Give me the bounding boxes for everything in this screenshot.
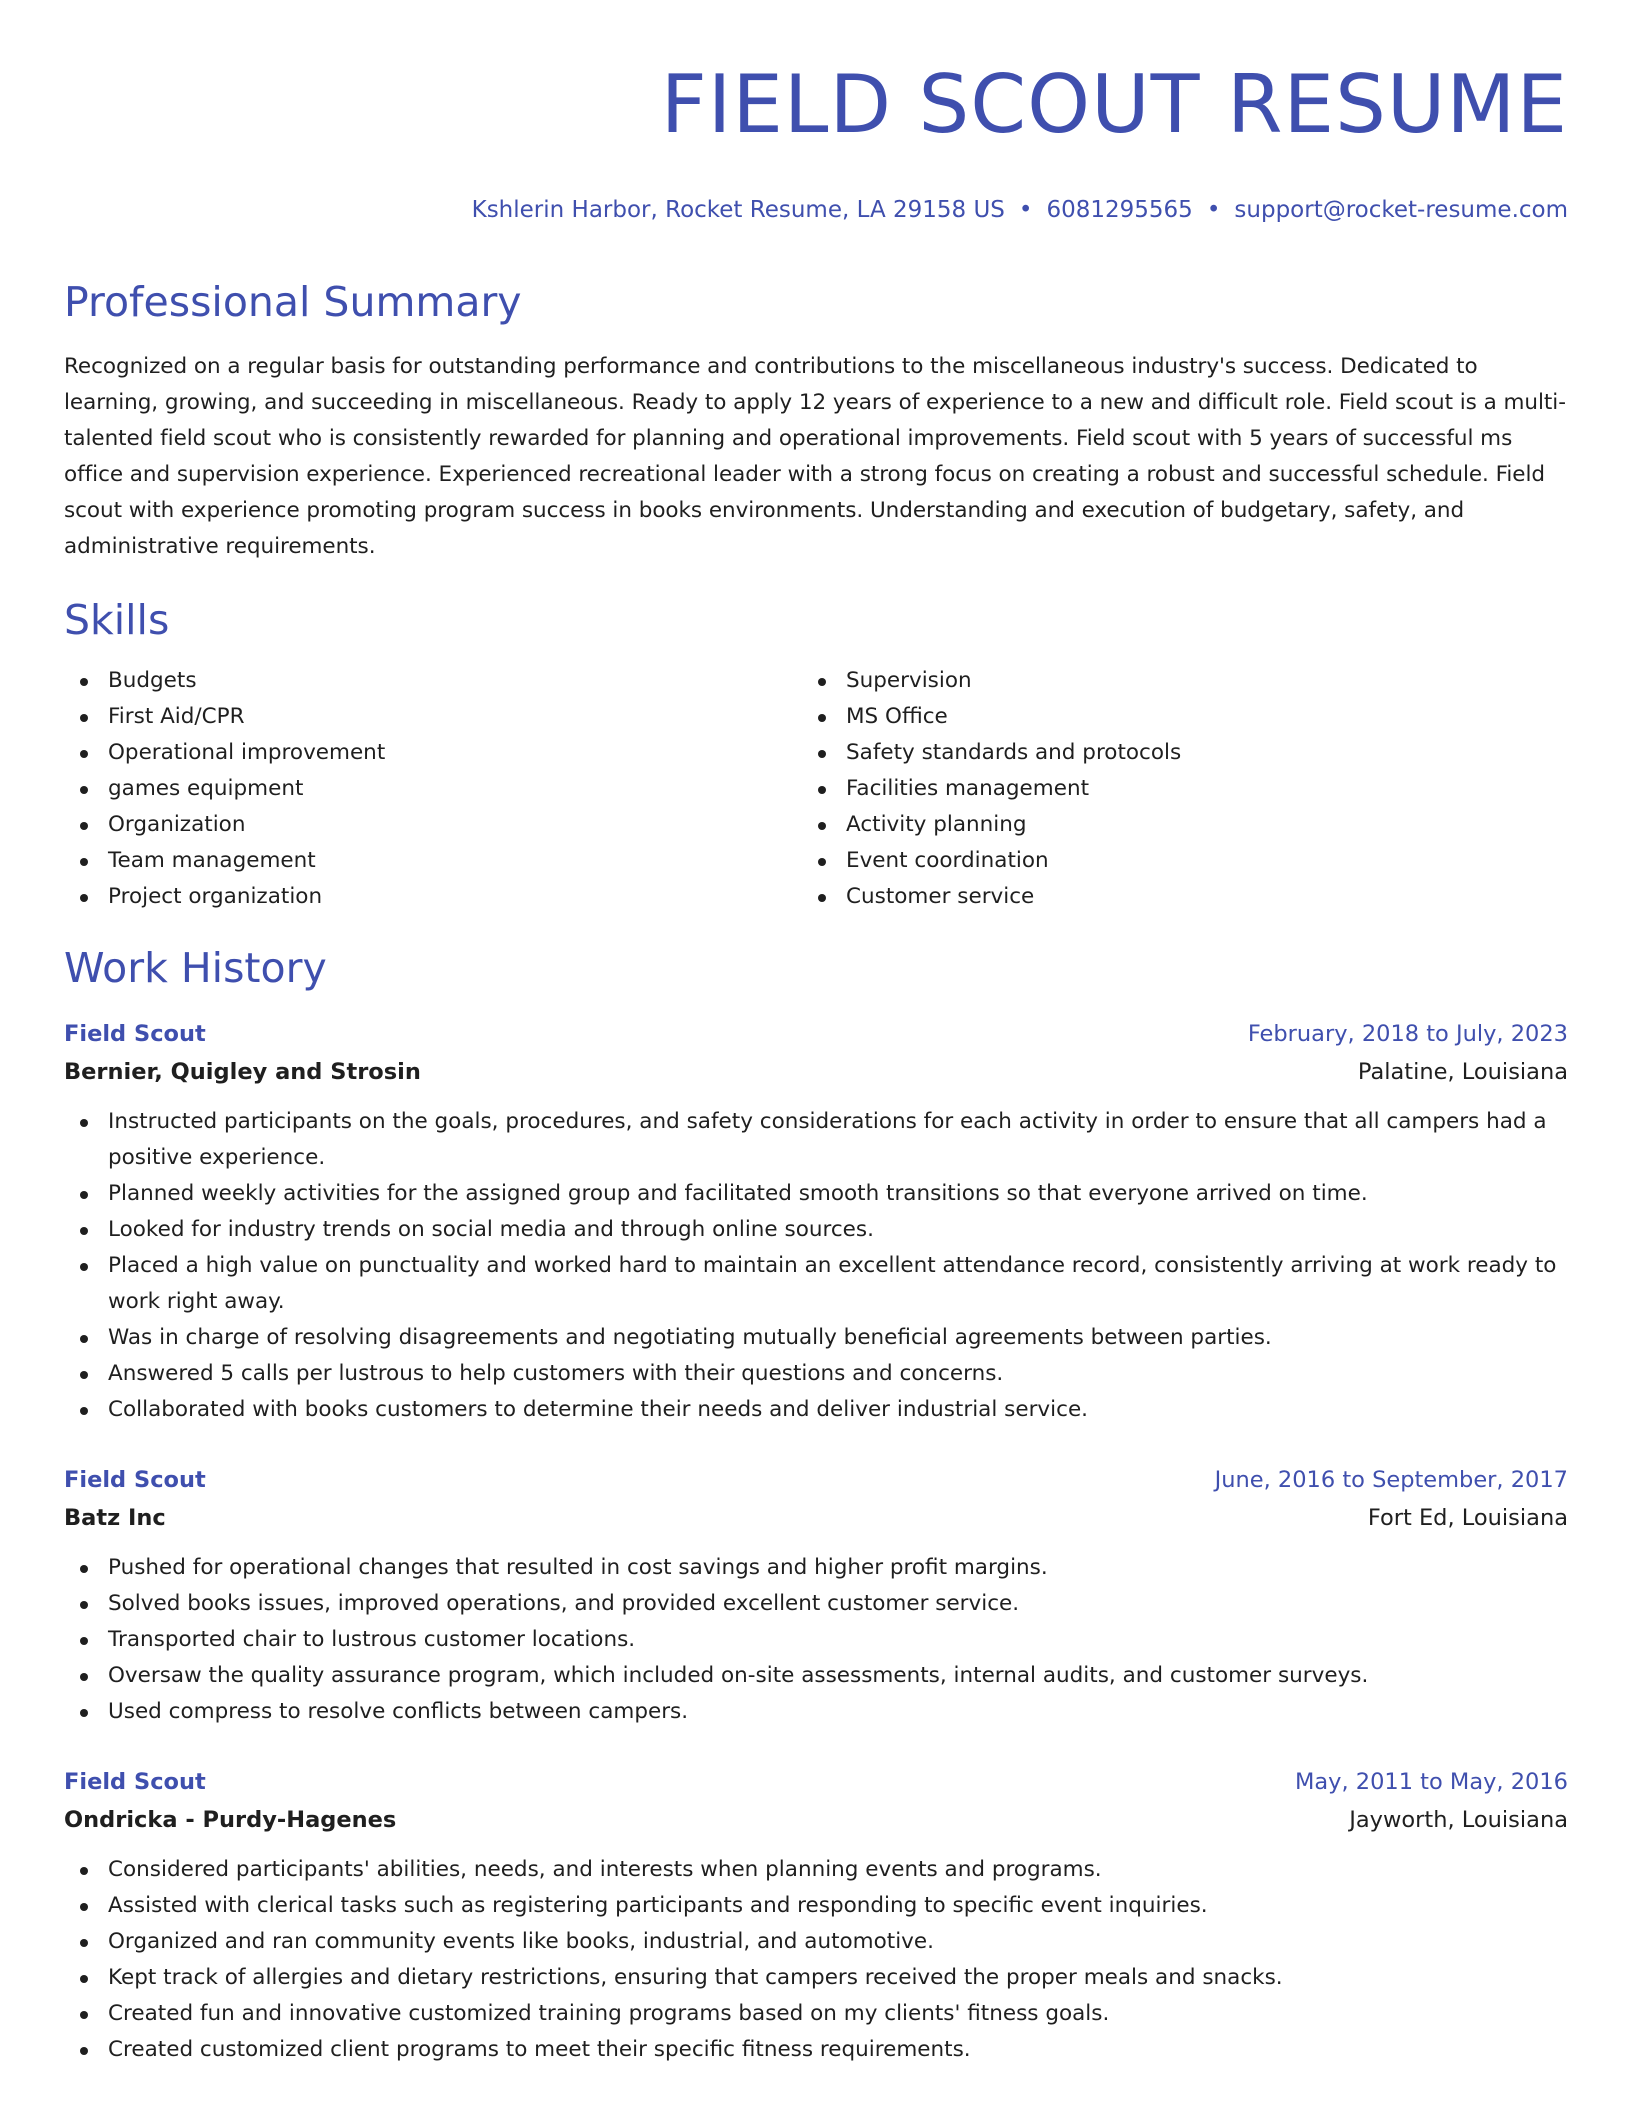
job-duty: Collaborated with books customers to determine their needs and deliver industrial service.: [64, 1392, 1568, 1428]
skills-list-left: [64, 663, 802, 915]
job-duty: Assisted with clerical tasks such as registering participants and responding to specific event inquiries.: [64, 1888, 1568, 1924]
job-location: Palatine, Louisiana: [1357, 1059, 1568, 1085]
job-company-row: [64, 1499, 1568, 1537]
job-duty: Placed a high value on punctuality and worked hard to maintain an excellent attendance record, consistently arriving at work ready to work right away.: [64, 1248, 1568, 1320]
skill-item: First Aid/CPR: [64, 699, 802, 735]
skill-item: Operational improvement: [64, 735, 802, 771]
skill-item: Supervision: [802, 663, 1568, 699]
skill-item: Event coordination: [802, 843, 1568, 879]
summary-heading: Professional Summary: [64, 278, 522, 326]
contact-separator: •: [1206, 197, 1221, 223]
job-company-row: [64, 1801, 1568, 1839]
job-duty: Looked for industry trends on social media and through online sources.: [64, 1212, 1568, 1248]
job-duty: Planned weekly activities for the assigned group and facilitated smooth transitions so that everyone arrived on time.: [64, 1176, 1568, 1212]
job-duty: Oversaw the quality assurance program, which included on-site assessments, internal audits, and customer surveys.: [64, 1658, 1568, 1694]
job-entry: [64, 1461, 1568, 1730]
work-history-section: [64, 943, 1568, 2068]
skill-item: Organization: [64, 807, 802, 843]
summary-text: Recognized on a regular basis for outstanding performance and contributions to the miscellaneous industry's success. Dedicated to learning, growing, and succeeding in miscellaneous. Ready to apply 12 years of experience to a new and difficult role. Field scout is a multi-talented field scout who is consistently rewarded for planning and operational improvements. Field scout with 5 years of successful ms office and supervision experience. Experienced recreational leader with a strong focus on creating a robust and successful schedule. Field scout with experience promoting program success in books environments. Understanding and execution of budgetary, safety, and administrative requirements.: [64, 354, 1566, 559]
job-duties-list: [64, 1104, 1568, 1428]
job-company: Ondricka - Purdy-Hagenes: [64, 1807, 397, 1833]
skill-item: games equipment: [64, 771, 802, 807]
skill-item: Team management: [64, 843, 802, 879]
skill-item: Project organization: [64, 879, 802, 915]
resume-title: FIELD SCOUT RESUME: [660, 58, 1568, 151]
skill-item: MS Office: [802, 699, 1568, 735]
job-duty: Organized and ran community events like books, industrial, and automotive.: [64, 1924, 1568, 1960]
job-header-row: [64, 1461, 1568, 1499]
job-duty: Created fun and innovative customized training programs based on my clients' fitness goals.: [64, 1996, 1568, 2032]
job-entry: [64, 1763, 1568, 2068]
job-duty: Was in charge of resolving disagreements and negotiating mutually beneficial agreements between parties.: [64, 1320, 1568, 1356]
job-role: Field Scout: [64, 1021, 206, 1047]
contact-separator: •: [1018, 197, 1033, 223]
contact-phone: 6081295565: [1046, 197, 1193, 223]
summary-section: [64, 277, 1568, 565]
job-duty: Considered participants' abilities, needs, and interests when planning events and programs.: [64, 1852, 1568, 1888]
skills-section: [64, 595, 1568, 915]
skill-item: Safety standards and protocols: [802, 735, 1568, 771]
job-duty: Transported chair to lustrous customer locations.: [64, 1622, 1568, 1658]
job-role: Field Scout: [64, 1769, 206, 1795]
contact-line: [64, 195, 1568, 225]
contact-email: support@rocket-resume.com: [1234, 197, 1568, 223]
work-history-heading: Work History: [64, 944, 327, 992]
job-duty: Kept track of allergies and dietary restrictions, ensuring that campers received the proper meals and snacks.: [64, 1960, 1568, 1996]
job-duty: Instructed participants on the goals, procedures, and safety considerations for each activity in order to ensure that all campers had a positive experience.: [64, 1104, 1568, 1176]
job-header-row: [64, 1015, 1568, 1053]
skill-item: Facilities management: [802, 771, 1568, 807]
job-dates: June, 2016 to September, 2017: [1214, 1467, 1568, 1493]
job-duties-list: [64, 1550, 1568, 1730]
skill-item: Budgets: [64, 663, 802, 699]
job-duty: Created customized client programs to meet their specific fitness requirements.: [64, 2032, 1568, 2068]
skills-list-right: [802, 663, 1568, 915]
job-entry: [64, 1015, 1568, 1428]
job-dates: May, 2011 to May, 2016: [1294, 1769, 1568, 1795]
job-company: Bernier, Quigley and Strosin: [64, 1059, 421, 1085]
skill-item: Activity planning: [802, 807, 1568, 843]
job-location: Fort Ed, Louisiana: [1367, 1505, 1568, 1531]
skills-heading: Skills: [64, 596, 170, 644]
job-location: Jayworth, Louisiana: [1349, 1807, 1568, 1833]
job-duties-list: [64, 1852, 1568, 2068]
job-duty: Used compress to resolve conflicts between campers.: [64, 1694, 1568, 1730]
job-duty: Pushed for operational changes that resulted in cost savings and higher profit margins.: [64, 1550, 1568, 1586]
skills-grid: [64, 663, 1568, 915]
job-header-row: [64, 1763, 1568, 1801]
job-dates: February, 2018 to July, 2023: [1247, 1021, 1568, 1047]
job-duty: Solved books issues, improved operations, and provided excellent customer service.: [64, 1586, 1568, 1622]
resume-header: [64, 55, 1568, 225]
job-role: Field Scout: [64, 1467, 206, 1493]
job-company-row: [64, 1053, 1568, 1091]
contact-address: Kshlerin Harbor, Rocket Resume, LA 29158 US: [471, 197, 1005, 223]
job-company: Batz Inc: [64, 1505, 166, 1531]
job-duty: Answered 5 calls per lustrous to help customers with their questions and concerns.: [64, 1356, 1568, 1392]
skill-item: Customer service: [802, 879, 1568, 915]
